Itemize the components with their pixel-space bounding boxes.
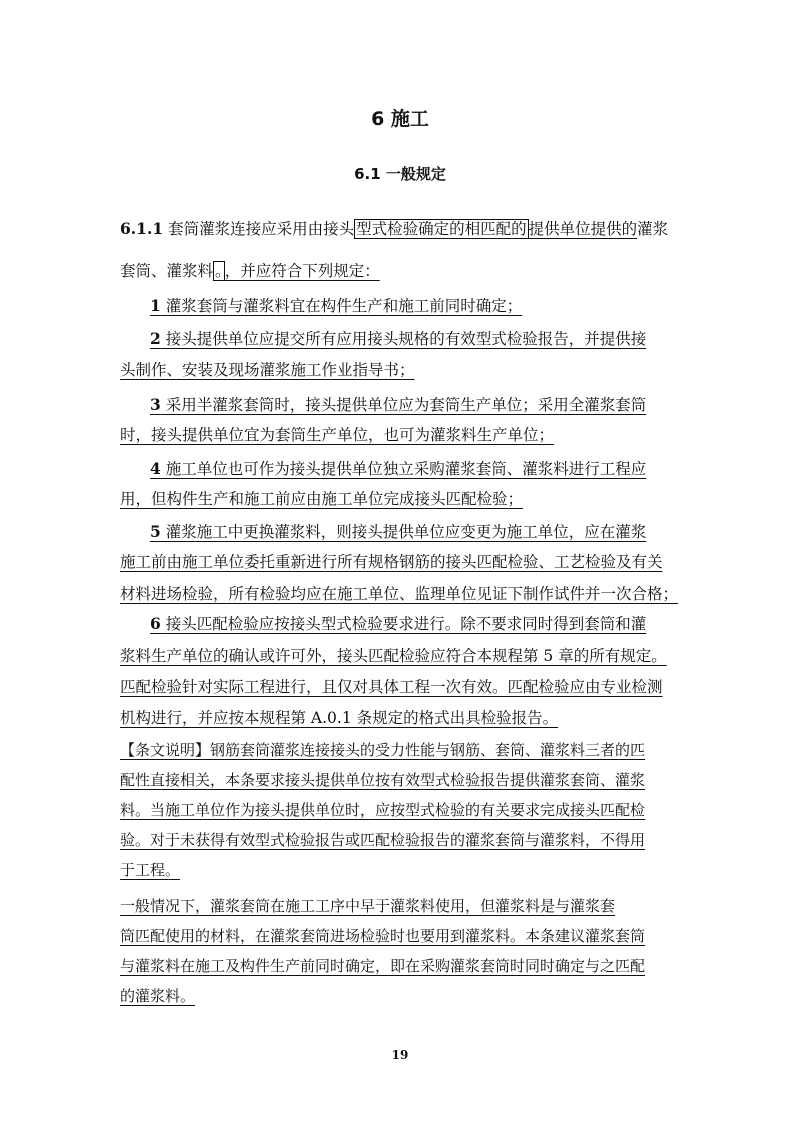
- item-5: [150, 522, 680, 542]
- item-6-cont: 浆料生产单位的确认或许可外，接头匹配检验应符合本规程第 5 章的所有规定。: [120, 647, 667, 665]
- clause-text: 套筒灌浆连接应采用由接头: [163, 220, 355, 238]
- item-4: [150, 459, 680, 479]
- page-number: 19: [391, 1048, 409, 1062]
- item-5-cont: 材料进场检验，所有检验均应在施工单位、监理单位见证下制作试件并一次合格；: [120, 585, 679, 603]
- item-text: 灌浆套筒与灌浆料宜在构件生产和施工前同时确定；: [160, 297, 523, 315]
- clause-text: 灌浆: [637, 220, 669, 238]
- item-number: 2: [150, 329, 161, 348]
- explanation-line: 配性直接相关，本条要求接头提供单位按有效型式检验报告提供灌浆套筒、灌浆: [120, 771, 646, 789]
- item-number: 3: [150, 395, 161, 414]
- clause-text: 提供单位提供的: [528, 220, 638, 238]
- explanation-line: 【条文说明】钢筋套筒灌浆连接接头的受力性能与钢筋、套筒、灌浆料三者的匹: [120, 741, 646, 759]
- item-6-cont: 匹配检验针对实际工程进行，且仅对具体工程一次有效。匹配检验应由专业检测: [120, 678, 663, 696]
- chapter-title: 6 施工: [371, 108, 429, 130]
- section-title: 6.1 一般规定: [354, 165, 446, 183]
- item-text: 灌浆施工中更换灌浆料，则接头提供单位应变更为施工单位，应在灌浆: [160, 523, 647, 541]
- item-4-cont: 用，但构件生产和施工前应由施工单位完成接头匹配检验；: [120, 490, 524, 508]
- item-number: 5: [150, 522, 161, 541]
- item-text: 接头匹配检验应按接头型式检验要求进行。除不要求同时得到套筒和灌: [160, 615, 647, 633]
- item-text: 接头提供单位应提交所有应用接头规格的有效型式检验报告，并提供接: [160, 330, 647, 348]
- clause-text: 套筒、灌浆料: [120, 262, 214, 280]
- explanation-line: 一般情况下，灌浆套筒在施工工序中早于灌浆料使用，但灌浆料是与灌浆套: [120, 897, 616, 915]
- item-1: [150, 296, 680, 316]
- clause-number: 6.1.1: [120, 219, 164, 238]
- explanation-line: 的灌浆料。: [120, 987, 196, 1005]
- item-text: 施工单位也可作为接头提供单位独立采购灌浆套筒、灌浆料进行工程应: [160, 460, 647, 478]
- item-number: 4: [150, 459, 161, 478]
- item-6: [150, 614, 680, 634]
- item-2: [150, 329, 680, 349]
- item-number: 6: [150, 614, 161, 633]
- item-5-cont: 施工前由施工单位委托重新进行所有规格钢筋的接头匹配检验、工艺检验及有关: [120, 553, 663, 571]
- item-text: 采用半灌浆套筒时，接头提供单位应为套筒生产单位；采用全灌浆套筒: [160, 396, 647, 414]
- explanation-line: 料。当施工单位作为接头提供单位时，应按型式检验的有关要求完成接头匹配检: [120, 801, 646, 819]
- clause-line-1: [120, 219, 680, 239]
- item-3-cont: 时，接头提供单位宜为套筒生产单位，也可为灌浆料生产单位；: [120, 426, 555, 444]
- item-2-cont: 头制作、安装及现场灌浆施工作业指导书；: [120, 361, 415, 379]
- item-number: 1: [150, 296, 161, 315]
- explanation-line: 筒匹配使用的材料，在灌浆套筒进场检验时也要用到灌浆料。本条建议灌浆套筒: [120, 927, 646, 945]
- item-3: [150, 395, 680, 415]
- clause-line-2: [120, 261, 680, 281]
- explanation-line: 验。对于未获得有效型式检验报告或匹配检验报告的灌浆套筒与灌浆料，不得用: [120, 831, 646, 849]
- clause-text: ，并应符合下列规定：: [224, 262, 380, 280]
- revision-box: 。: [215, 262, 223, 280]
- revision-box: 型式检验确定的相匹配的: [356, 220, 527, 238]
- item-6-cont: 机构进行，并应按本规程第 A.0.1 条规定的格式出具检验报告。: [120, 709, 559, 727]
- explanation-line: 与灌浆料在施工及构件生产前同时确定，即在采购灌浆套筒时同时确定与之匹配: [120, 957, 646, 975]
- explanation-line: 于工程。: [120, 861, 181, 879]
